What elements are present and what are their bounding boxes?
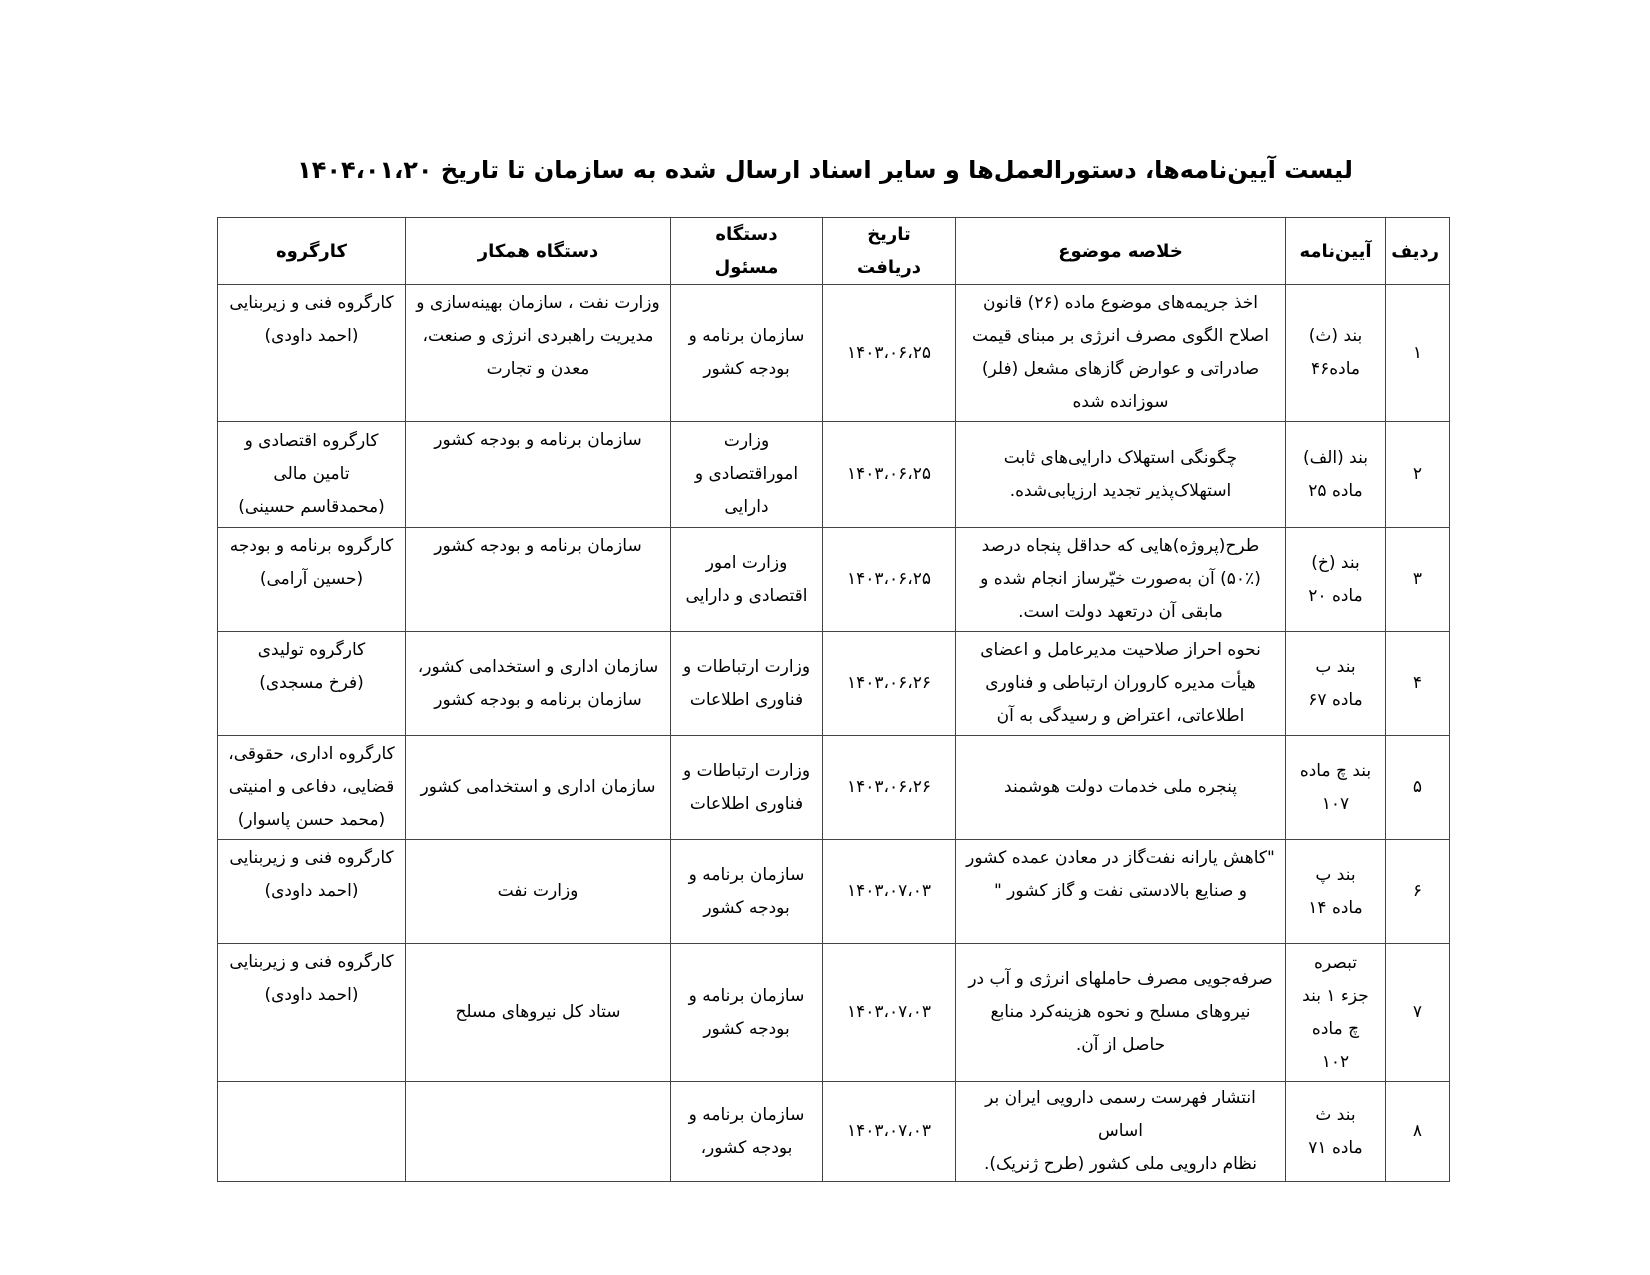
- cell-summary: پنجره ملی خدمات دولت هوشمند: [956, 736, 1286, 840]
- cell-received-date: ۱۴۰۳،۰۶،۲۶: [823, 736, 956, 840]
- header-row-no: ردیف: [1386, 218, 1450, 285]
- cell-row-no: ۲: [1386, 422, 1450, 528]
- cell-received-date: ۱۴۰۳،۰۶،۲۶: [823, 632, 956, 736]
- header-regulation: آیین‌نامه: [1286, 218, 1386, 285]
- cell-summary: طرح(پروژه)هایی که حداقل پنجاه درصد (۵۰٪) آن به‌صورت خیّرساز انجام شده و مابقی آن درتعهد دولت است.: [956, 528, 1286, 632]
- cell-summary: اخذ جریمه‌های موضوع ماده (۲۶) قانون اصلاح الگوی مصرف انرژی بر مبنای قیمت صادراتی و عوارض گازهای مشعل (فلر) سوزانده شده: [956, 285, 1286, 422]
- header-responsible: دستگاه مسئول: [671, 218, 823, 285]
- cell-received-date: ۱۴۰۳،۰۶،۲۵: [823, 285, 956, 422]
- cell-partner: سازمان برنامه و بودجه کشور: [406, 422, 671, 528]
- cell-received-date: ۱۴۰۳،۰۷،۰۳: [823, 1082, 956, 1182]
- header-received-date: تاریخ دریافت: [823, 218, 956, 285]
- cell-regulation: بند (الف) ماده ۲۵: [1286, 422, 1386, 528]
- cell-partner: سازمان اداری و استخدامی کشور: [406, 736, 671, 840]
- cell-working-group: کارگروه فنی و زیربنایی (احمد داودی): [218, 944, 406, 1082]
- header-working-group: کارگروه: [218, 218, 406, 285]
- cell-received-date: ۱۴۰۳،۰۷،۰۳: [823, 840, 956, 944]
- cell-responsible: وزارت اموراقتصادی و دارایی: [671, 422, 823, 528]
- header-summary: خلاصه موضوع: [956, 218, 1286, 285]
- cell-row-no: ۳: [1386, 528, 1450, 632]
- cell-partner: سازمان برنامه و بودجه کشور: [406, 528, 671, 632]
- cell-regulation: بند (ث) ماده۴۶: [1286, 285, 1386, 422]
- cell-working-group: کارگروه اداری، حقوقی، قضایی، دفاعی و امنیتی (محمد حسن پاسوار): [218, 736, 406, 840]
- cell-regulation: بند (خ) ماده ۲۰: [1286, 528, 1386, 632]
- cell-responsible: سازمان برنامه و بودجه کشور،: [671, 1082, 823, 1182]
- cell-responsible: سازمان برنامه و بودجه کشور: [671, 840, 823, 944]
- table-row: [218, 285, 1450, 422]
- cell-responsible: وزارت ارتباطات و فناوری اطلاعات: [671, 736, 823, 840]
- cell-summary: انتشار فهرست رسمی دارویی ایران بر اساس نظام دارویی ملی کشور (طرح ژنریک).: [956, 1082, 1286, 1182]
- cell-working-group: کارگروه تولیدی (فرخ مسجدی): [218, 632, 406, 736]
- table-row: [218, 528, 1450, 632]
- table-row: [218, 944, 1450, 1082]
- cell-summary: چگونگی استهلاک دارایی‌های ثابت استهلاک‌پذیر تجدید ارزیابی‌شده.: [956, 422, 1286, 528]
- cell-regulation: بند چ ماده ۱۰۷: [1286, 736, 1386, 840]
- cell-partner: [406, 1082, 671, 1182]
- cell-regulation: بند ب ماده ۶۷: [1286, 632, 1386, 736]
- page-title: لیست آیین‌نامه‌ها، دستورالعمل‌ها و سایر اسناد ارسال شده به سازمان تا تاریخ ۱۴۰۴،۰۱،۲۰: [297, 156, 1353, 184]
- cell-regulation: بند پ ماده ۱۴: [1286, 840, 1386, 944]
- cell-responsible: وزارت ارتباطات و فناوری اطلاعات: [671, 632, 823, 736]
- cell-summary: صرفه‌جویی مصرف حاملهای انرژی و آب در نیروهای مسلح و نحوه هزینه‌کرد منابع حاصل از آن.: [956, 944, 1286, 1082]
- cell-row-no: ۸: [1386, 1082, 1450, 1182]
- cell-responsible: سازمان برنامه و بودجه کشور: [671, 285, 823, 422]
- cell-partner: سازمان اداری و استخدامی کشور، سازمان برنامه و بودجه کشور: [406, 632, 671, 736]
- cell-responsible: سازمان برنامه و بودجه کشور: [671, 944, 823, 1082]
- table-row: [218, 736, 1450, 840]
- cell-working-group: کارگروه برنامه و بودجه (حسین آرامی): [218, 528, 406, 632]
- cell-working-group: کارگروه فنی و زیربنایی (احمد داودی): [218, 840, 406, 944]
- cell-received-date: ۱۴۰۳،۰۶،۲۵: [823, 528, 956, 632]
- table-row: [218, 422, 1450, 528]
- cell-working-group: [218, 1082, 406, 1182]
- table-row: [218, 840, 1450, 944]
- cell-partner: وزارت نفت ، سازمان بهینه‌سازی و مدیریت راهبردی انرژی و صنعت، معدن و تجارت: [406, 285, 671, 422]
- cell-regulation: تبصره جزء ۱ بند چ ماده ۱۰۲: [1286, 944, 1386, 1082]
- table-header-row: [218, 218, 1450, 285]
- cell-row-no: ۶: [1386, 840, 1450, 944]
- cell-partner: وزارت نفت: [406, 840, 671, 944]
- table-row: [218, 1082, 1450, 1182]
- cell-row-no: ۴: [1386, 632, 1450, 736]
- cell-summary: "کاهش یارانه نفت‌گاز در معادن عمده کشور و صنایع بالادستی نفت و گاز کشور ": [956, 840, 1286, 944]
- cell-working-group: کارگروه اقتصادی و تامین مالی (محمدقاسم حسینی): [218, 422, 406, 528]
- cell-received-date: ۱۴۰۳،۰۷،۰۳: [823, 944, 956, 1082]
- cell-received-date: ۱۴۰۳،۰۶،۲۵: [823, 422, 956, 528]
- regulations-table: [217, 217, 1450, 1182]
- cell-row-no: ۱: [1386, 285, 1450, 422]
- cell-working-group: کارگروه فنی و زیربنایی (احمد داودی): [218, 285, 406, 422]
- cell-responsible: وزارت امور اقتصادی و دارایی: [671, 528, 823, 632]
- header-partner: دستگاه همکار: [406, 218, 671, 285]
- cell-row-no: ۷: [1386, 944, 1450, 1082]
- cell-partner: ستاد کل نیروهای مسلح: [406, 944, 671, 1082]
- cell-regulation: بند ث ماده ۷۱: [1286, 1082, 1386, 1182]
- cell-summary: نحوه احراز صلاحیت مدیرعامل و اعضای هیأت مدیره کاروران ارتباطی و فناوری اطلاعاتی، اعتراض و رسیدگی به آن: [956, 632, 1286, 736]
- table-row: [218, 632, 1450, 736]
- cell-row-no: ۵: [1386, 736, 1450, 840]
